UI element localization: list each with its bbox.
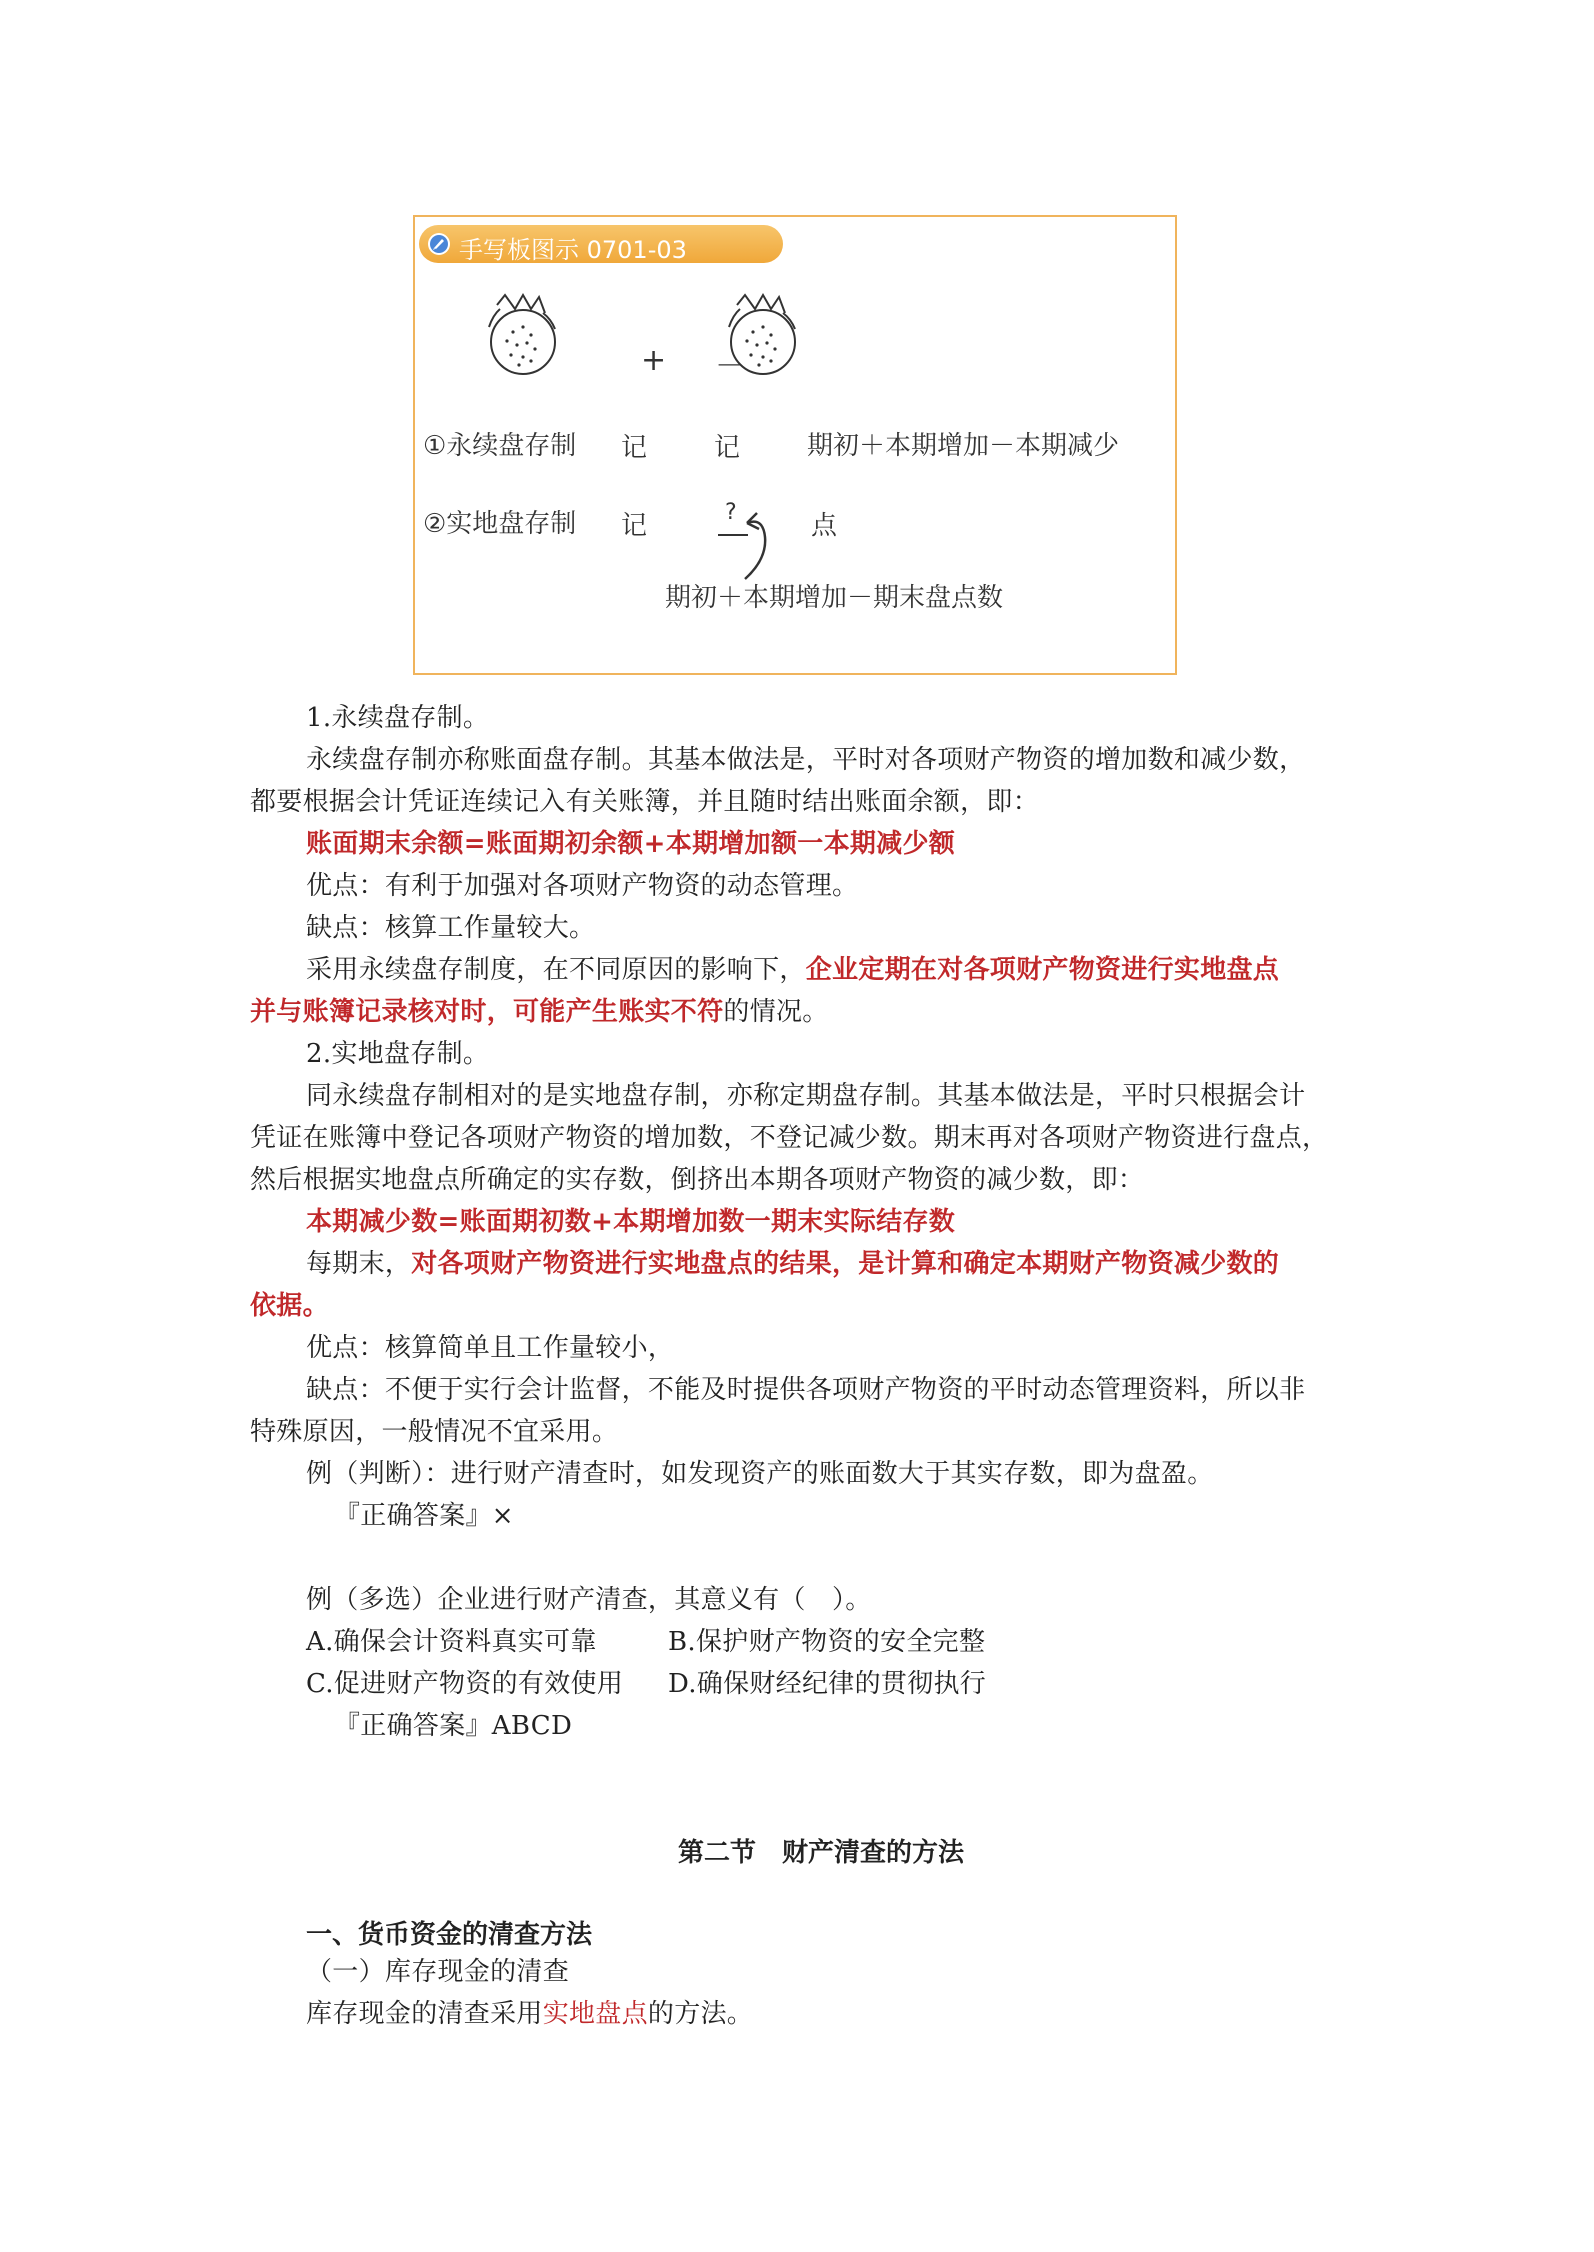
paragraph: 都要根据会计凭证连续记入有关账簿，并且随时结出账面余额，即： <box>250 787 1040 817</box>
figure-banner-text: 手写板图示 0701-03 <box>459 236 687 264</box>
highlight-red: 企业定期在对各项财产物资进行实地盘点 <box>805 955 1280 985</box>
paragraph: 凭证在账簿中登记各项财产物资的增加数，不登记减少数。期末再对各项财产物资进行盘点， <box>250 1123 1329 1153</box>
pomegranate-icon-left <box>489 295 555 374</box>
paragraph: 2.实地盘存制。 <box>306 1039 490 1069</box>
paragraph: 永续盘存制亦称账面盘存制。其基本做法是，平时对各项财产物资的增加数和减少数， <box>306 745 1306 775</box>
paragraph: 优点：核算简单且工作量较小， <box>306 1333 675 1363</box>
row2-dian: 点 <box>811 511 838 541</box>
highlight-red: 依据。 <box>250 1291 329 1321</box>
paragraph: 1.永续盘存制。 <box>306 703 490 733</box>
question: 例（多选）企业进行财产清查，其意义有（ ）。 <box>306 1585 872 1615</box>
paragraph: 缺点：核算工作量较大。 <box>306 913 596 943</box>
text-segment: 的方法。 <box>647 1999 754 2029</box>
section-title: 第二节 财产清查的方法 <box>678 1838 965 1868</box>
paragraph: 然后根据实地盘点所确定的实存数，倒挤出本期各项财产物资的减少数，即： <box>250 1165 1145 1195</box>
row1-formula: 期初＋本期增加－本期减少 <box>807 431 1120 461</box>
row2-question: ? <box>725 500 737 525</box>
paragraph <box>306 954 1279 986</box>
formula-red: 账面期末余额=账面期初余额+本期增加额一本期减少额 <box>306 829 956 859</box>
row1-ji-1: 记 <box>621 433 648 463</box>
row1-ji-2: 记 <box>714 433 741 463</box>
option-c: C.促进财产物资的有效使用 <box>306 1669 624 1699</box>
row2-ji: 记 <box>621 511 648 541</box>
row3-formula: 期初＋本期增加－期末盘点数 <box>665 583 1004 613</box>
text-segment: 每期末， <box>306 1249 412 1279</box>
highlight-red: 并与账簿记录核对时，可能产生账实不符 <box>250 997 724 1027</box>
option-a: A.确保会计资料真实可靠 <box>306 1627 597 1657</box>
option-b: B.保护财产物资的安全完整 <box>668 1627 986 1657</box>
plus-sign: + <box>641 343 667 378</box>
paragraph: 优点：有利于加强对各项财产物资的动态管理。 <box>306 871 859 901</box>
heading-level1: 一、货币资金的清查方法 <box>306 1920 593 1950</box>
paragraph: 同永续盘存制相对的是实地盘存制，亦称定期盘存制。其基本做法是，平时只根据会计 <box>306 1081 1306 1111</box>
highlight-red: 实地盘点 <box>542 1999 648 2029</box>
paragraph <box>250 996 829 1028</box>
option-d: D.确保财经纪律的贯彻执行 <box>668 1669 987 1699</box>
handwriting-board-figure <box>413 215 1177 675</box>
curved-arrow-icon <box>745 522 765 579</box>
answer: 『正确答案』ABCD <box>334 1711 573 1741</box>
answer: 『正确答案』× <box>334 1501 514 1531</box>
row2-label: ②实地盘存制 <box>423 509 577 539</box>
row1-label: ①永续盘存制 <box>423 431 577 461</box>
text-segment: 采用永续盘存制度，在不同原因的影响下， <box>306 955 806 985</box>
text-segment: 的情况。 <box>723 997 829 1027</box>
paragraph: 缺点：不便于实行会计监督，不能及时提供各项财产物资的平时动态管理资料，所以非 <box>306 1375 1306 1405</box>
question: 例（判断）：进行财产清查时，如发现资产的账面数大于其实存数，即为盘盈。 <box>306 1459 1214 1489</box>
text-segment: 库存现金的清查采用 <box>306 1999 543 2029</box>
highlight-red: 对各项财产物资进行实地盘点的结果，是计算和确定本期财产物资减少数的 <box>411 1249 1280 1279</box>
paragraph: 特殊原因，一般情况不宜采用。 <box>250 1417 619 1447</box>
paragraph <box>306 1998 753 2030</box>
heading-level2: （一）库存现金的清查 <box>306 1957 570 1987</box>
minus-sign: － <box>715 349 745 384</box>
formula-red: 本期减少数=账面期初数+本期增加数一期末实际结存数 <box>306 1207 956 1237</box>
paragraph <box>306 1248 1279 1280</box>
